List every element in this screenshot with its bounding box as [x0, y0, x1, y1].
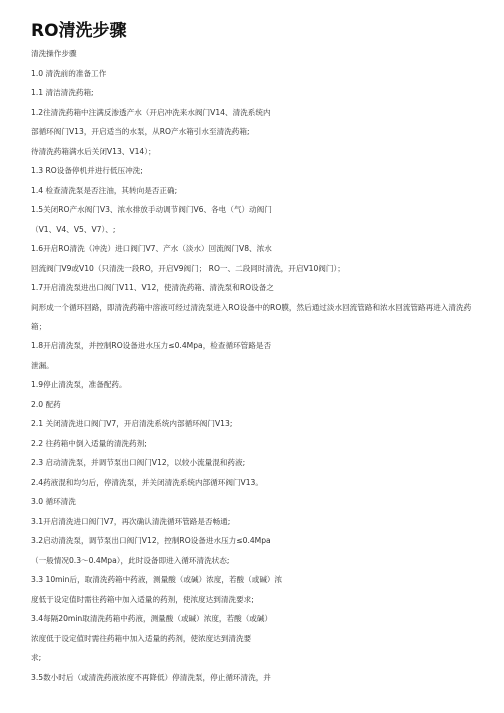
text-line: 清洗操作步骤: [31, 49, 77, 58]
text-line: 2.4药液混和均匀后，停清洗泵，并关闭清洗系统内部循环阀门V13。: [31, 477, 263, 487]
text-line: 3.2启动清洗泵，调节泵出口阀门V12，控制RO设备进水压力≤0.4Mpa: [31, 536, 271, 545]
text-line: 1.3 RO设备停机并进行低压冲洗;: [31, 166, 143, 175]
text-line: 间形成一个循环回路，即清洗药箱中溶液可经过清洗泵进入RO设备中的RO膜，然后通过淡水回流管路和浓水回流管路再进入清洗药: [31, 302, 472, 312]
section-heading: 2.0 配药: [31, 399, 61, 409]
text-line: 2.3 启动清洗泵，并调节泵出口阀门V12，以较小流量混和药液;: [31, 458, 246, 467]
text-line: 1.8开启清洗泵，并控制RO设备进水压力≤0.4Mpa，检查循环管路是否: [31, 341, 272, 350]
text-line: 回流阀门V9或V10（只清洗一段RO，开启V9阀门； RO一、二段同时清洗，开启V10阀门）；: [31, 263, 345, 273]
text-line: （一般情况0.3～0.4Mpa），此时设备即进入循环清洗状态;: [31, 555, 230, 565]
document-body: [31, 44, 486, 687]
text-line: 1.1 清洁清洗药箱;: [31, 88, 94, 97]
text-line: 泄漏。: [31, 360, 54, 370]
text-line: 浓度低于设定值时需往药箱中加入适量的药剂，使浓度达到清洗要: [31, 633, 252, 643]
text-line: 3.5数小时后（或清洗药液浓度不再降低）停清洗泵，停止循环清洗，并: [31, 672, 271, 682]
text-line: 2.2 往药箱中倒入适量的清洗药剂;: [31, 438, 147, 448]
text-line: 1.7开启清洗泵进出口阀门V11、V12，使清洗药箱、清洗泵和RO设备之: [31, 283, 274, 292]
section-heading: 1.0 清洗前的准备工作: [31, 68, 107, 78]
text-line: 待清洗药箱满水后关闭V13、V14）；: [31, 146, 156, 156]
text-line: 1.9停止清洗泵，准备配药。: [31, 380, 127, 389]
text-line: （V1、V4、V5、V7）、;: [31, 224, 116, 234]
text-line: 3.3 10min后，取清洗药箱中药液，测量酸（或碱）浓度，若酸（或碱）浓: [31, 575, 283, 584]
text-line: 箱；: [31, 321, 47, 331]
section-heading: 3.0 循环清洗: [31, 497, 76, 506]
text-line: 1.2往清洗药箱中注满反渗透产水（开启冲洗来水阀门V14、清洗系统内: [31, 107, 271, 117]
text-line: 1.5关闭RO产水阀门V3、浓水排放手动调节阀门V6、各电（气）动阀门: [31, 205, 272, 214]
text-line: 求;: [31, 653, 42, 662]
text-line: 度低于设定值时需往药箱中加入适量的药剂，使浓度达到清洗要求;: [31, 594, 254, 604]
text-line: 3.1开启清洗进口阀门V7，再次确认清洗循环管路是否畅通;: [31, 516, 231, 526]
text-line: 3.4每隔20min取清洗药箱中药液，测量酸（或碱）浓度，若酸（或碱）: [31, 614, 273, 623]
text-line: 1.6开启RO清洗（冲洗）进口阀门V7、产水（淡水）回流阀门V8、浓水: [31, 244, 272, 253]
text-line: 1.4 检查清洗泵是否注油，其转向是否正确;: [31, 185, 178, 195]
text-line: 2.1 关闭清洗进口阀门V7，开启清洗系统内部循环阀门V13;: [31, 419, 233, 428]
page-title: RO清洗步骤: [31, 21, 127, 41]
text-line: 部循环阀门V13，开启适当的水泵，从RO产水箱引水至清洗药箱;: [31, 127, 250, 136]
